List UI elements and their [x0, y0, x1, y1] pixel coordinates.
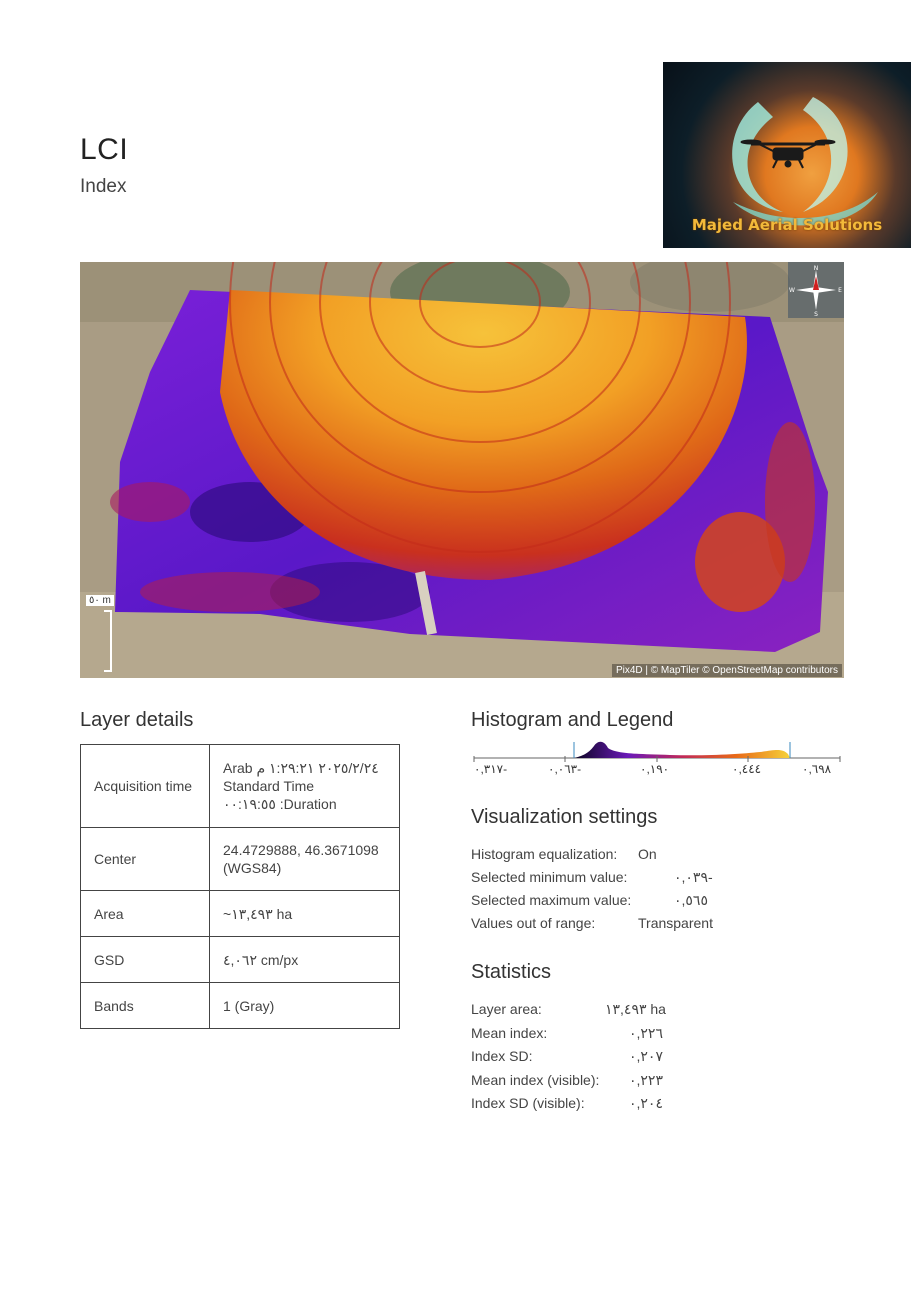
- setting-label: Selected minimum value:: [471, 869, 628, 885]
- setting-label: Histogram equalization:: [471, 846, 618, 862]
- acquisition-time-label: Acquisition time: [81, 745, 210, 828]
- stat-label: Index SD:: [471, 1048, 533, 1064]
- layer-details-table: [80, 744, 400, 1029]
- scale-label: ٥٠ m: [86, 595, 114, 606]
- histogram-tick: ٠,١٩٠: [640, 762, 670, 776]
- histogram-tick: ٠,٦٩٨: [802, 762, 832, 776]
- stat-label: Index SD (visible):: [471, 1095, 585, 1111]
- drone-icon: [741, 140, 835, 168]
- stat-value: ٠,٢٠٧: [629, 1048, 663, 1064]
- histogram-tick: ٠,٠٦٣-: [548, 762, 582, 776]
- svg-text:W: W: [789, 287, 795, 294]
- svg-text:S: S: [814, 311, 818, 318]
- gsd-label: GSD: [81, 937, 210, 983]
- page-title: LCI: [80, 133, 129, 166]
- area-value: ~١٣,٤٩٣ ha: [210, 891, 400, 937]
- stat-label: Mean index (visible):: [471, 1072, 600, 1088]
- index-map[interactable]: [80, 262, 844, 678]
- stat-label: Layer area:: [471, 1001, 542, 1017]
- map-attribution[interactable]: Pix4D | © MapTiler © OpenStreetMap contributors: [612, 664, 842, 677]
- setting-label: Values out of range:: [471, 915, 596, 931]
- setting-value: ٠,٥٦٥: [674, 892, 708, 908]
- center-value: 24.4729888, 46.3671098 (WGS84): [210, 828, 400, 891]
- table-row: [81, 937, 400, 983]
- histogram-tick: ٠,٤٤٤: [732, 762, 762, 776]
- layer-details-heading: Layer details: [80, 709, 194, 731]
- map-graphic: [80, 262, 844, 678]
- setting-value: On: [638, 846, 657, 862]
- stat-label: Mean index:: [471, 1025, 548, 1041]
- setting-value: ٠,٠٣٩-: [674, 869, 713, 885]
- visualization-heading: Visualization settings: [471, 806, 658, 828]
- bands-value: 1 (Gray): [210, 983, 400, 1029]
- table-row: [81, 983, 400, 1029]
- table-row: [81, 891, 400, 937]
- page-subtitle: Index: [80, 176, 127, 197]
- statistics-heading: Statistics: [471, 961, 552, 983]
- center-label: Center: [81, 828, 210, 891]
- svg-text:E: E: [838, 287, 842, 294]
- table-row: [81, 745, 400, 828]
- stat-value: ٠,٢٢٦: [629, 1025, 663, 1041]
- gsd-value: ٤,٠٦٢ cm/px: [210, 937, 400, 983]
- stat-value: ٠,٢٢٣: [629, 1072, 663, 1088]
- acquisition-time-value: Arab ٢٠٢٥/٢/٢٤ ١:٢٩:٢١ م Standard Time ٠٠:١٩:٥٥ :Duration: [210, 745, 400, 828]
- company-logo: [663, 62, 911, 248]
- setting-value: Transparent: [638, 915, 713, 931]
- setting-label: Selected maximum value:: [471, 892, 632, 908]
- histogram-heading: Histogram and Legend: [471, 709, 674, 731]
- compass-icon[interactable]: [788, 262, 844, 318]
- histogram-legend: [470, 736, 842, 784]
- stat-value: ١٣,٤٩٣ ha: [605, 1001, 666, 1017]
- logo-text: Majed Aerial Solutions: [691, 216, 883, 234]
- scale-bar: [104, 610, 112, 672]
- svg-text:N: N: [813, 265, 819, 272]
- table-row: [81, 828, 400, 891]
- histogram-tick: ٠,٣١٧-: [474, 762, 508, 776]
- stat-value: ٠,٢٠٤: [629, 1095, 663, 1111]
- area-label: Area: [81, 891, 210, 937]
- bands-label: Bands: [81, 983, 210, 1029]
